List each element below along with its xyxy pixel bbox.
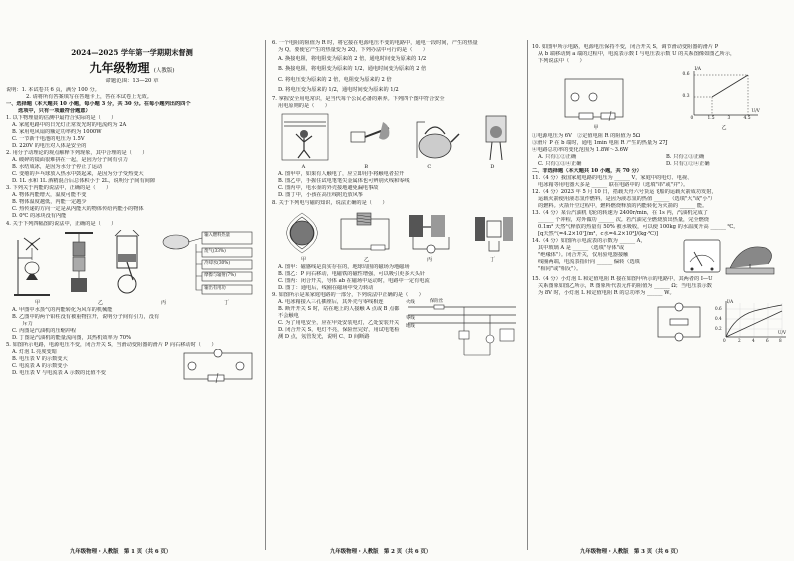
- option: B. 图乙：P 向右移动，电磁铁的磁性增强，可以吸引更多大头针: [278, 271, 426, 278]
- figure-label: 丙: [160, 299, 166, 306]
- option: D. 将电压变为原来的 1/2，通电时间变为原来的 1/2: [278, 87, 399, 94]
- option: C. 将电压变为原来的 2 倍，电阻变为原来的 2 倍: [278, 76, 392, 83]
- household-circuit-diagram: [404, 299, 520, 365]
- option: C. 电流表 A 的示数变小: [12, 363, 68, 370]
- option: D. 0℃ 的冰块没有内能: [12, 213, 67, 220]
- y-axis-label: I/A: [727, 299, 734, 305]
- q10-figures: [532, 67, 788, 123]
- question-14-cont: 其中玻璃 A 是 ______（选填"导体"或: [538, 245, 625, 252]
- option: D. 丁图是汽油机的能量流向图，其热机效率为 70%: [12, 335, 132, 342]
- test-pen-figure: [345, 112, 395, 162]
- generator-figure: [403, 209, 459, 255]
- column-2: [272, 40, 524, 548]
- option: B. 换接电阻，将电阻变为原来的 1/2，通电时间变为原来的 2 倍: [278, 66, 427, 73]
- q15-iu-graph: [714, 299, 788, 345]
- option: A. 破碎的镜面很难拼在一起，是因为分子间有引力: [12, 157, 128, 164]
- page-footer: 九年级物理・人教版 第 2 页（共 6 页）: [330, 549, 432, 555]
- q4-figures: [6, 230, 258, 298]
- option: B. 只有②③正确: [666, 153, 705, 160]
- question-7-cont: 用电原则的是（ ）: [278, 102, 330, 109]
- y-tick-label: 0.3: [682, 94, 690, 100]
- kettle-figure: [411, 112, 461, 162]
- q7-figure-labels: [272, 164, 524, 171]
- question-6: 6. 一个电阻的阻值为 R 时，将它接在电源电压不变的电路中，通电一段时间，产生的热量: [272, 40, 478, 46]
- option: D. 只有①②④正确: [666, 160, 710, 167]
- q7-figures: [272, 112, 524, 162]
- x-tick-label: 4: [752, 338, 755, 344]
- question-2: 2. 用分子动理论的观点解释下列现象，其中合理的是（ ）: [6, 150, 148, 157]
- x-tick-label: 6: [766, 338, 769, 344]
- q8-figure-labels: [272, 257, 524, 264]
- socket-figure: [476, 112, 516, 162]
- electric-shock-figure: [280, 112, 330, 162]
- fuse-label: 保险丝: [430, 299, 444, 305]
- option: A. 只有①②正确: [538, 153, 577, 160]
- question-14-cont: "相同"或"相反"）。: [538, 266, 582, 273]
- figure-label: D: [490, 163, 495, 170]
- option: D. 电压表 V 与电流表 A 示数的比值不变: [12, 370, 106, 377]
- question-11-cont: 电冰箱等用电器大多是 ______ 联在电路中的（选填"串"或"并"）。: [538, 181, 689, 188]
- y-tick-label: 0.2: [715, 326, 722, 332]
- note-line: 说明：1. 本试卷共 6 页，满分 100 分。: [6, 87, 100, 94]
- option: A. 换接电阻，将电阻变为原来的 2 倍，通电时间变为原来的 1/2: [278, 56, 427, 63]
- statement: ③滑片 P 在 b 端时，通电 1min 电阻 R 产生的热量为 27J: [532, 139, 668, 146]
- q10-circuit-diagram: [559, 73, 629, 123]
- question-13-cont: ______ 个冲程，对外做功 ______ 次。若汽油完全燃烧放出热量，完全燃烧: [538, 216, 709, 223]
- question-7: 7. 掌握安全用电常识，是当代每个公民必备的素养。下列四个图中符合安全: [272, 95, 445, 102]
- earth-magnetic-field-figure: [277, 209, 327, 255]
- exam-title: 2024—2025 学年第一学期期末督测: [71, 48, 193, 57]
- question-14: 14.（4 分）如图所示电流表的示数为 ______ A，: [532, 238, 646, 245]
- option: C. 丙图是汽油机的压缩冲程: [12, 328, 77, 335]
- energy-item: 废气(33%): [204, 248, 226, 254]
- q10-figure-labels: [532, 125, 788, 132]
- x-tick-label: 2: [738, 338, 741, 344]
- option: C. 图丙中，电水壶的外壳接地避免漏电事故: [278, 185, 379, 192]
- section-subtitle: 选项中，只有一项最符合题意）: [18, 108, 91, 115]
- question-12-cont: 的燃料。火箭升空过程中，燃料燃烧释放的内能转化为火箭的 ______ 能。: [538, 202, 708, 209]
- option: A. 灯泡 L 亮度变暗: [12, 349, 57, 356]
- option: D. 闭合开关 S，电灯不亮，保险丝完好，用试电笔检测 D 点，氖管发光，说明 C、D 间断路: [278, 327, 400, 341]
- question-15-cont: 为 8V 时，小灯泡 L 和定值电阻 R 的总功率为 ______ W。: [538, 290, 675, 297]
- energy-output-label: 输出有用功: [204, 285, 226, 291]
- question-15-cont: 关系图象如图乙所示，R 图象所代表元件的阻值为 ______ Ω；当电压表示数: [538, 283, 712, 290]
- column-1: [6, 40, 258, 548]
- option: D. 1L 水和 1L 酒精混合后总体积小于 2L，说明分子间有间隙: [12, 178, 156, 185]
- q15-circuit-diagram: [652, 301, 706, 345]
- option: D. 220V 的电压对人体是安全的: [12, 143, 87, 150]
- steam-windmill-figure: [10, 230, 54, 298]
- option: B. 水结成冰，是因为水分子停止了运动: [12, 164, 103, 171]
- electromagnet-figure: [337, 209, 393, 255]
- q4-figure-labels: [6, 300, 258, 307]
- y-tick-label: 0.6: [682, 72, 690, 78]
- ammeter-figure: [682, 238, 722, 276]
- x-tick-label: 0: [723, 338, 726, 344]
- exam-scope: 命题范围：13—20 章: [105, 77, 159, 84]
- option: C. 热传递的方向一定是从内能大的物体传给内能小的物体: [12, 206, 144, 213]
- option: C. 一节新干电池的电压为 1.5V: [12, 136, 85, 143]
- x-axis-label: U/V: [751, 109, 760, 115]
- section-title: 二、非选择题（本大题共 10 小题，共 70 分）: [532, 167, 642, 174]
- ground-wire-label: 地线: [406, 324, 415, 330]
- question-9: 9. 如图所示是某家庭电路的一部分，下列说法中正确的是（ ）: [272, 292, 424, 299]
- subject-title: 九年级物理 (人教版): [89, 60, 175, 75]
- option: A. 图甲：磁感线是真实存在的，地球周围的磁场为地磁场: [278, 264, 410, 271]
- column-divider: [265, 40, 266, 550]
- question-10-cont: 从 b 端移动到 a 端的过程中，电流表示数 I 与电压表示数 U 的关系图像如图乙所示，: [538, 51, 736, 58]
- figure-label: 甲: [34, 299, 40, 306]
- option: 斥力: [12, 321, 33, 328]
- question-1: 1. 以下物理量的估测中最符合实际的是（ ）: [6, 115, 117, 122]
- statement: ①电源电压为 6V ②定值电阻 R 的阻值为 5Ω: [532, 132, 641, 139]
- figure-label: 丙: [426, 256, 432, 263]
- question-13-cont: 0.1m³ 天然气释放的热量有 50% 被水吸收，可以使 100kg 的水温度升高 ______ ℃。: [538, 224, 739, 230]
- option: B. 断开开关 S 时，站在地上的人接触 A 点或 B 点都不会触电: [278, 306, 400, 320]
- live-wire-label: 火线: [406, 300, 415, 306]
- question-5: 5. 如图所示电路，电源电压不变，闭合开关 S，当滑动变阻器的滑片 P 向右移动时（ ）: [6, 342, 217, 349]
- question-13-cont: [q天然气=4.2×10⁷J/m³，c水=4.2×10³J/(kg·℃)]: [538, 231, 659, 238]
- figure-label: C: [427, 163, 432, 170]
- question-11: 11.（4 分）我国家庭电路的电压为 ______ V，家庭中的电灯、电视、: [532, 174, 693, 181]
- question-10-cont: 下列说法中（ ）: [538, 58, 585, 65]
- question-14-cont: 线圈两端，电流表指针向 ______ 偏转（选填: [538, 259, 640, 266]
- x-tick-label: 3: [727, 116, 731, 122]
- x-tick-label: 8: [779, 338, 782, 344]
- glass-experiment-figure: [722, 238, 778, 276]
- figure-label: 乙: [97, 299, 103, 306]
- figure-label: 甲: [300, 256, 306, 263]
- y-tick-label: 0.4: [715, 316, 722, 322]
- page-footer: 九年级物理・人教版 第 1 页（共 6 页）: [70, 549, 172, 555]
- option: C. 变瘪的乒乓球放入热水中鼓起来，是因为分子受热变大: [12, 171, 144, 178]
- engine-stroke-figure: [105, 230, 151, 298]
- energy-input-label: 输入燃料热量: [204, 232, 231, 238]
- question-12-cont: 运载火箭使用液态氢作燃料，是因为液态氢的热值 ______（选填"大"或"小"）: [538, 195, 716, 202]
- figure-label: 乙: [721, 125, 727, 132]
- column-divider: [527, 40, 528, 550]
- energy-item: 冷却水(30%): [204, 260, 231, 266]
- question-15: 15.（4 分）小灯泡 L 和定值电阻 R 接在如图甲所示的电路中，其两者的 I—U: [532, 276, 713, 283]
- figure-label: 丁: [223, 299, 229, 306]
- option: B. 图乙中，手握住试电笔笔尖金属体也可辨别火线和零线: [278, 178, 410, 185]
- figure-label: B: [364, 163, 369, 170]
- question-14-cont: "绝缘体"）。闭合开关，仅用验电器接触: [538, 252, 629, 259]
- q10-iu-graph: [682, 67, 762, 123]
- option: A. 电冰箱接入三孔插座后，其外壳与零线相连: [278, 299, 384, 306]
- option: A. 甲图中水蒸气的内能转化为风车的机械能: [12, 307, 113, 314]
- question-6-cont: 为 Q，要使它产生的热量变为 2Q，下列办法中可行的是（ ）: [278, 47, 428, 54]
- question-12: 12.（4 分）2023 年 5 月 10 日，搭载天舟六号货运飞船的运载火箭成功发射，: [532, 188, 717, 195]
- note-line: 2. 请将所有答案填写在答题卡上，答在本试卷上无效。: [26, 94, 152, 101]
- option: B. 物体温度越低，内能一定越少: [12, 199, 87, 206]
- q15-figures: [532, 299, 788, 345]
- x-axis-label: U/V: [778, 330, 786, 336]
- section-title: 一、选择题（本大题共 10 小题，每小题 3 分，共 30 分。在每小题列出的四个: [6, 101, 191, 108]
- y-axis-label: I/A: [694, 67, 701, 73]
- option: C. 为了用电安全，应在甲处安装电灯，乙处安装开关: [278, 320, 400, 327]
- x-tick-label: 4.5: [743, 116, 751, 122]
- figure-label: 甲: [593, 125, 599, 132]
- option: C. 图丙：闭合开关，导体 ab 在磁场中运动时，电路中一定有电流: [278, 278, 430, 285]
- column-3: [532, 44, 788, 552]
- page-footer: 九年级物理・人教版 第 3 页（共 6 页）: [580, 549, 682, 555]
- energy-item: 摩擦与辐射(7%): [204, 272, 236, 278]
- q5-circuit-diagram: [178, 349, 258, 383]
- x-tick-label: 0: [690, 116, 694, 122]
- option: D. 图丁中，小孩在高压线附近放风筝: [278, 192, 364, 199]
- question-3: 3. 下列关于内能的说法中，正确的是（ ）: [6, 185, 112, 192]
- energy-flow-diagram: [158, 230, 254, 298]
- option: B. 电压表 V 的示数变大: [12, 356, 68, 363]
- question-8: 8. 关于下列电与磁的知识，说法正确的是（ ）: [272, 199, 388, 206]
- x-tick-label: 1.5: [707, 116, 715, 122]
- y-tick-label: 0.6: [715, 306, 722, 312]
- motor-figure: [469, 209, 519, 255]
- figure-label: A: [301, 163, 306, 170]
- option: A. 物体内能增大，温度可能不变: [12, 192, 87, 199]
- neutral-wire-label: 零线: [406, 316, 415, 322]
- option: B. 乙图中的两个铅柱没有被重物拉开，说明分子间有引力，没有: [12, 314, 160, 321]
- question-10: 10. 如图甲所示电路，电源电压保持不变，闭合开关 S，调节滑动变阻器的滑片 P: [532, 44, 719, 50]
- option: D. 图丁：通电后，线圈在磁场中受力转动: [278, 285, 374, 292]
- figure-label: 丁: [489, 256, 495, 263]
- option: B. 家用电风扇的额定功率约为 1000W: [12, 129, 102, 136]
- option: A. 家庭电路中的日光灯正常发光时的电流约为 2A: [12, 122, 127, 129]
- statement: ④电路总功率的变化范围为 1.8W～3.6W: [532, 146, 629, 153]
- option: C. 只有①③④正确: [538, 160, 582, 167]
- q8-figures: [272, 209, 524, 255]
- lead-cylinders-figure: [61, 230, 97, 298]
- option: A. 图甲中，如果有人触电了，应立即用手将触电者拉开: [278, 171, 405, 178]
- question-13: 13.（4 分）某台汽油机飞轮的转速为 2400r/min，在 1s 内，汽油机完成了: [532, 209, 708, 216]
- question-4: 4. 关于下列四幅图的说法中，正确的是（ ）: [6, 220, 117, 227]
- figure-label: 乙: [363, 256, 369, 263]
